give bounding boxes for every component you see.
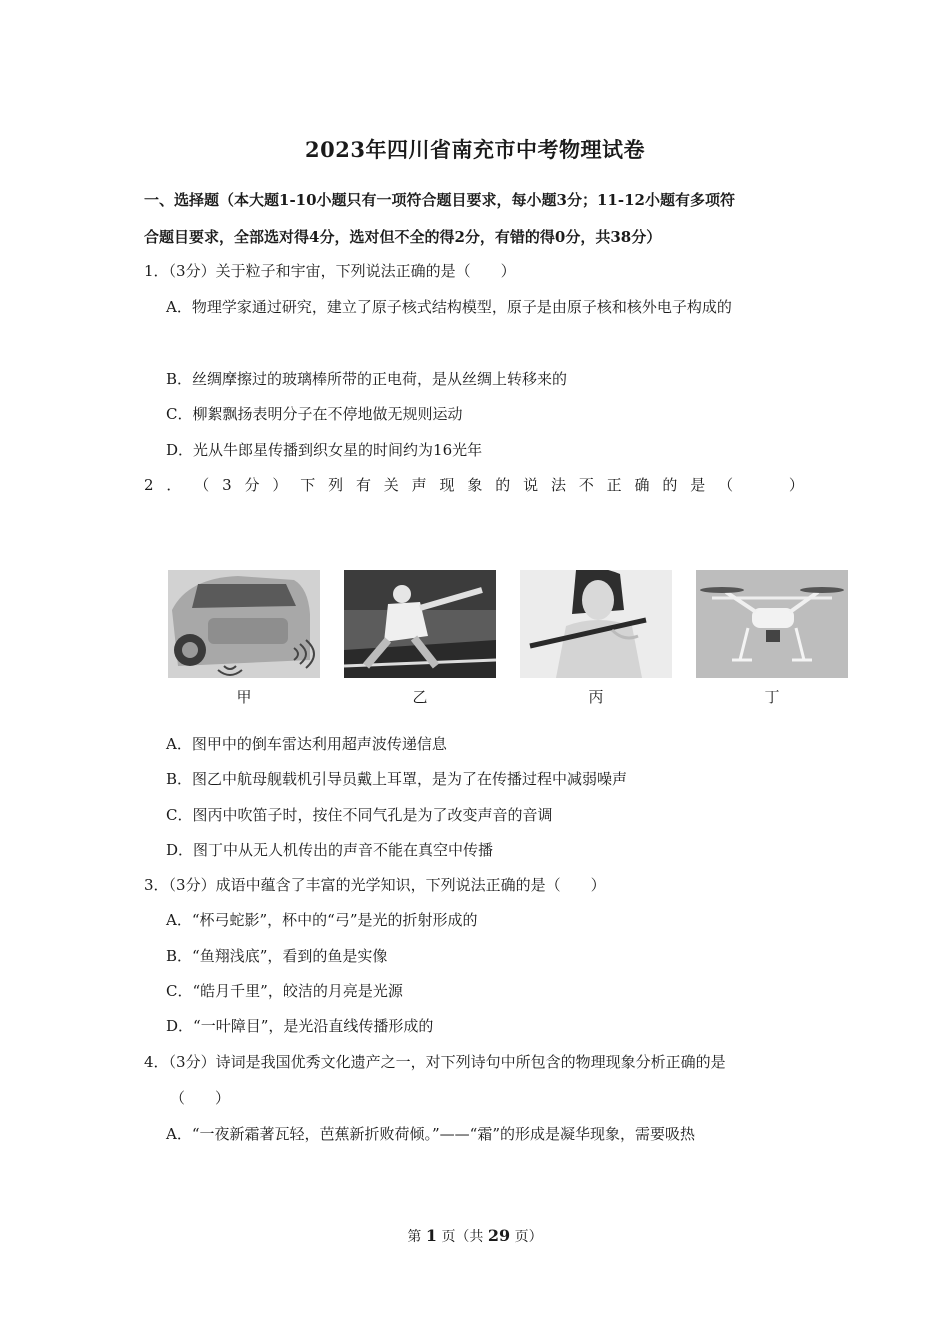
question-1-stem: 1．（3分）关于粒子和宇宙，下列说法正确的是（ ） <box>144 262 516 280</box>
page-title: 2023年四川省南充市中考物理试卷 <box>305 137 645 162</box>
figure-caption-ding: 丁 <box>764 688 780 706</box>
question-1-option-d: D．光从牛郎星传播到织女星的时间约为16光年 <box>166 441 483 459</box>
stem-char: 法 <box>550 476 566 494</box>
question-4-stem: 4．（3分）诗词是我国优秀文化遗产之一，对下列诗句中所包含的物理现象分析正确的是 <box>144 1053 726 1071</box>
stem-char: 有 <box>355 476 371 494</box>
question-4-option-a: A．“一夜新霜著瓦轻，芭蕉新折败荷倾。”——“霜”的形成是凝华现象，需要吸热 <box>166 1125 696 1143</box>
stem-char: ． <box>166 476 182 494</box>
flute-player-image <box>520 570 672 678</box>
stem-char: 象 <box>467 476 483 494</box>
drone-image <box>696 570 848 678</box>
question-2-stem <box>144 475 804 495</box>
carrier-deck-crew-image <box>344 570 496 678</box>
stem-char: （ <box>194 476 210 494</box>
stem-char: 的 <box>495 476 511 494</box>
question-2-option-d: D．图丁中从无人机传出的声音不能在真空中传播 <box>166 841 494 859</box>
stem-char: 说 <box>523 476 539 494</box>
stem-char: 列 <box>328 476 344 494</box>
question-1-option-c: C．柳絮飘扬表明分子在不停地做无规则运动 <box>166 405 463 423</box>
footer-mid: 页（共 <box>441 1229 484 1245</box>
question-3-option-c: C．“皓月千里”，皎洁的月亮是光源 <box>166 982 403 1000</box>
figure-caption-bing: 丙 <box>588 688 604 706</box>
figure-caption-jia: 甲 <box>236 688 252 706</box>
footer-suffix: 页） <box>514 1229 543 1245</box>
question-1-option-a: A．物理学家通过研究，建立了原子核式结构模型，原子是由原子核和核外电子构成的 <box>166 298 732 316</box>
stem-char: 是 <box>690 476 706 494</box>
stem-char: 3 <box>222 476 232 494</box>
stem-char: （ <box>718 476 734 494</box>
stem-char <box>746 475 776 495</box>
footer-prefix: 第 <box>407 1229 422 1245</box>
stem-char: ） <box>272 476 288 494</box>
stem-char: 声 <box>411 476 427 494</box>
question-4-stem-cont: （ ） <box>170 1089 231 1107</box>
stem-char: 下 <box>300 476 316 494</box>
footer-page-number: 1 <box>425 1226 437 1245</box>
stem-char: 正 <box>606 476 622 494</box>
stem-char: 现 <box>439 476 455 494</box>
figure-caption-yi: 乙 <box>412 688 428 706</box>
question-3-stem: 3．（3分）成语中蕴含了丰富的光学知识，下列说法正确的是（ ） <box>144 876 606 894</box>
question-3-option-a: A．“杯弓蛇影”，杯中的“弓”是光的折射形成的 <box>166 911 478 929</box>
question-3-option-d: D．“一叶障目”，是光沿直线传播形成的 <box>166 1017 434 1035</box>
section-heading-line2: 合题目要求，全部选对得4分，选对但不全的得2分，有错的得0分，共38分） <box>144 228 662 246</box>
question-2-option-b: B．图乙中航母舰载机引导员戴上耳罩，是为了在传播过程中减弱噪声 <box>166 770 628 788</box>
question-2-option-c: C．图丙中吹笛子时，按住不同气孔是为了改变声音的音调 <box>166 806 553 824</box>
footer-total-pages: 29 <box>487 1226 511 1245</box>
stem-char: 确 <box>634 476 650 494</box>
question-2-option-a: A．图甲中的倒车雷达利用超声波传递信息 <box>166 735 447 753</box>
page-footer <box>0 1226 950 1246</box>
question-1-option-b: B．丝绸摩擦过的玻璃棒所带的正电荷，是从丝绸上转移来的 <box>166 370 568 388</box>
section-heading-line1: 一、选择题（本大题1-10小题只有一项符合题目要求，每小题3分；11-12小题有多项符 <box>144 191 735 209</box>
stem-char: ） <box>788 476 804 494</box>
stem-char: 不 <box>578 476 594 494</box>
car-parking-radar-image <box>168 570 320 678</box>
question-3-option-b: B．“鱼翔浅底”，看到的鱼是实像 <box>166 947 388 965</box>
stem-char: 分 <box>244 476 260 494</box>
stem-char: 的 <box>662 476 678 494</box>
stem-char: 2 <box>144 476 154 494</box>
stem-char: 关 <box>383 476 399 494</box>
